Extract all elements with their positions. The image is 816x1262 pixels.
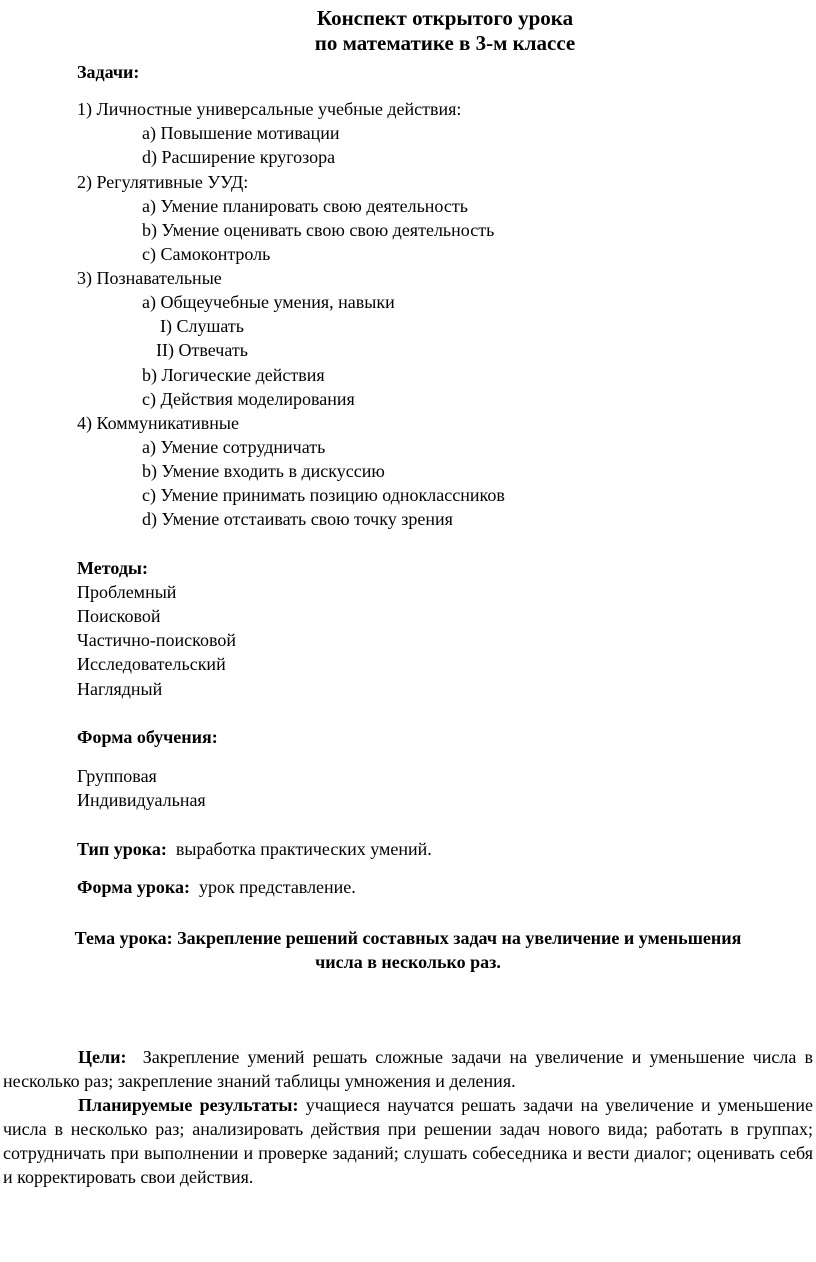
method-item: Проблемный bbox=[77, 582, 177, 602]
doc-title-line2: по математике в 3-м классе bbox=[314, 31, 576, 55]
results-label: Планируемые результаты: bbox=[78, 1095, 299, 1115]
task-item: b) Умение входить в дискуссию bbox=[142, 461, 385, 481]
methods-heading: Методы: bbox=[77, 558, 148, 578]
form-item: Индивидуальная bbox=[77, 790, 206, 810]
form-of-learning-heading: Форма обучения: bbox=[77, 727, 218, 747]
method-item: Наглядный bbox=[77, 679, 163, 699]
task-item: c) Самоконтроль bbox=[142, 244, 271, 264]
task-subitem: II) Отвечать bbox=[156, 340, 248, 360]
method-item: Исследовательский bbox=[77, 654, 226, 674]
task-item: c) Умение принимать позицию одноклассников bbox=[142, 485, 505, 505]
results-text: учащиеся научатся решать задачи на увеличение и уменьшение числа в несколько раз; анализировать действия при решении задач нового вида; работать в группах; сотрудничать при выполнении и проверке заданий; слушать собеседника и вести диалог; оценивать себя и корректировать свои действия. bbox=[3, 1095, 814, 1187]
lesson-type-line bbox=[77, 838, 432, 860]
task-item: a) Умение планировать свою деятельность bbox=[142, 196, 468, 216]
method-item: Частично-поисковой bbox=[77, 630, 236, 650]
goals-paragraph bbox=[3, 1045, 813, 1093]
task-group-2: 2) Регулятивные УУД: bbox=[77, 172, 249, 192]
task-group-1: 1) Личностные универсальные учебные действия: bbox=[77, 99, 462, 119]
task-item: a) Умение сотрудничать bbox=[142, 437, 326, 457]
goals-label: Цели: bbox=[78, 1047, 127, 1067]
form-item: Групповая bbox=[77, 766, 157, 786]
lesson-form-value: урок представление. bbox=[198, 877, 356, 897]
task-group-4: 4) Коммуникативные bbox=[77, 413, 240, 433]
lesson-type-label: Тип урока: bbox=[77, 839, 167, 859]
task-item: d) Расширение кругозора bbox=[142, 147, 336, 167]
tasks-heading: Задачи: bbox=[77, 62, 140, 82]
task-item: a) Общеучебные умения, навыки bbox=[142, 292, 395, 312]
task-item: c) Действия моделирования bbox=[142, 389, 355, 409]
task-group-3: 3) Познавательные bbox=[77, 268, 222, 288]
lesson-form-label: Форма урока: bbox=[77, 877, 190, 897]
task-item: a) Повышение мотивации bbox=[142, 123, 340, 143]
doc-title-line1: Конспект открытого урока bbox=[316, 6, 574, 30]
task-item: d) Умение отстаивать свою точку зрения bbox=[142, 509, 453, 529]
lesson-form-line bbox=[77, 876, 356, 898]
task-item: b) Логические действия bbox=[142, 365, 325, 385]
task-item: b) Умение оценивать свою свою деятельность bbox=[142, 220, 495, 240]
task-subitem: I) Слушать bbox=[160, 316, 244, 336]
topic-line1: Тема урока: Закрепление решений составных задач на увеличение и уменьшения bbox=[74, 928, 742, 948]
lesson-type-value: выработка практических умений. bbox=[175, 839, 432, 859]
results-paragraph bbox=[3, 1093, 813, 1189]
method-item: Поисковой bbox=[77, 606, 161, 626]
topic-line2: числа в несколько раз. bbox=[315, 952, 501, 972]
goals-text: Закрепление умений решать сложные задачи на увеличение и уменьшение числа в несколько раз; закрепление знаний таблицы умножения и деления. bbox=[3, 1047, 813, 1091]
